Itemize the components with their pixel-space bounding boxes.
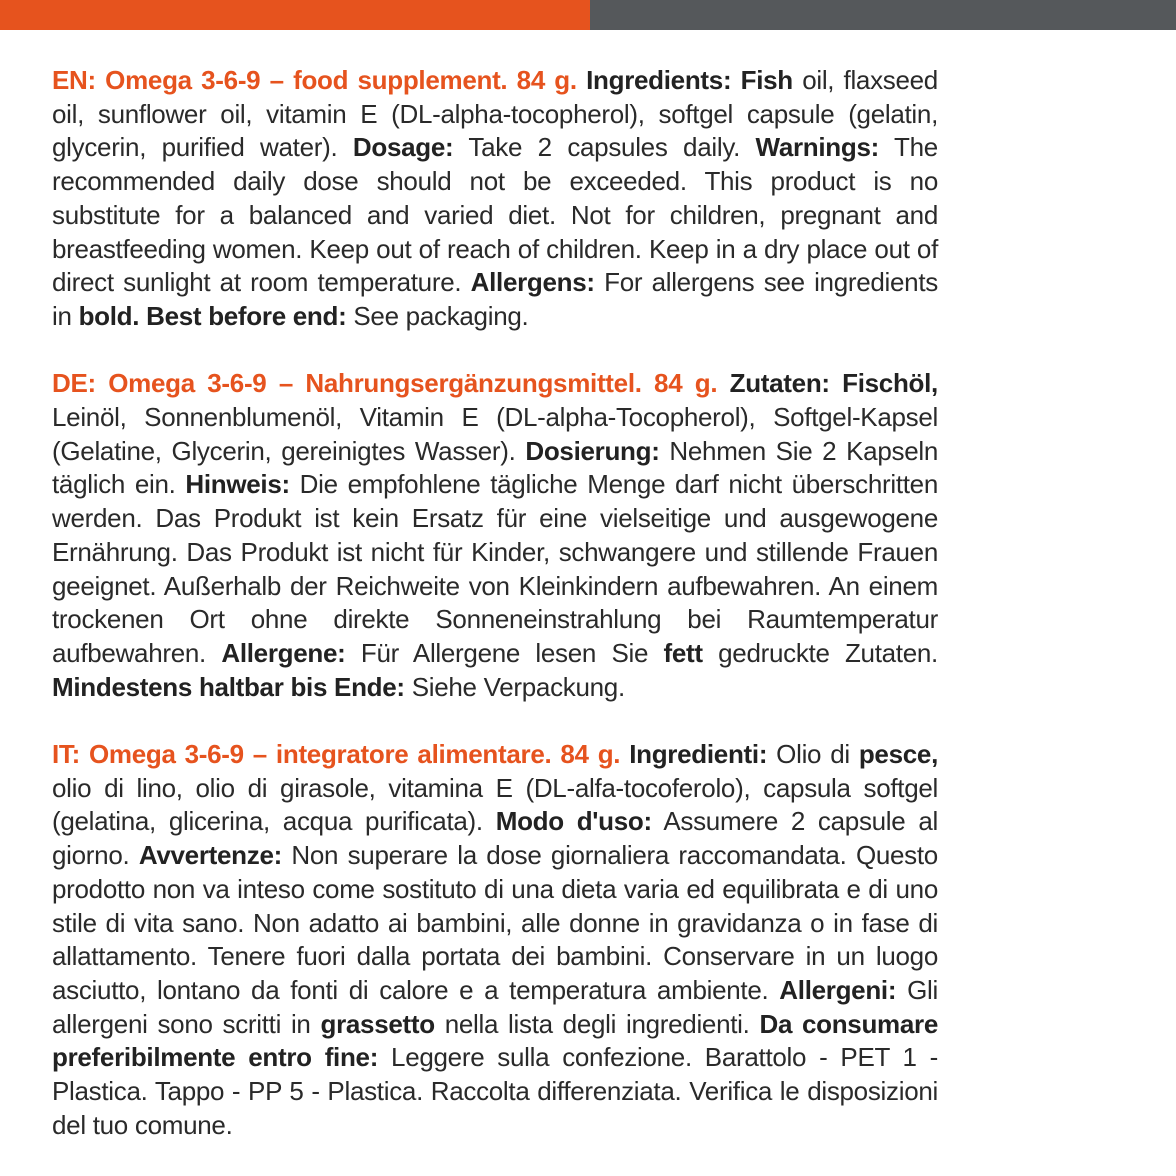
allergens-text-en: For allergens see ingredients in [52, 267, 938, 331]
warnings-label-en: Warnings: [755, 132, 879, 163]
dosage-text-en: Take 2 capsules daily. [468, 132, 741, 163]
allergen-fish-it: pesce, [858, 739, 938, 770]
warnings-label-de: Hinweis: [185, 469, 290, 500]
dosage-label-it: Modo d'uso: [495, 806, 652, 837]
allergens-label-it: Allergeni: [779, 974, 897, 1005]
warnings-text-en: The recommended daily dose should not be exceeded. This product is no substitute for a balanced and varied diet. Not for children, pregnant and breastfeeding women. Keep out of reach of children. Keep in a dry place out of direct sunlight at room temperature. [52, 132, 938, 298]
allergens-text-after-it: nella lista degli ingredienti. [444, 1008, 750, 1039]
ingredients-text-it: olio di lino, olio di girasole, vitamina E (DL-alfa-tocoferolo), capsula softgel (gelatina, glicerina, acqua purificata). [52, 772, 938, 837]
paragraph-en [52, 64, 938, 334]
ingredients-pre-it: Olio di [776, 739, 850, 770]
heading-en: EN: Omega 3-6-9 – food supplement. 84 g. [52, 65, 577, 95]
dosage-text-it: Assumere 2 capsule al giorno. [52, 806, 938, 871]
allergens-text-de: Für Allergene lesen Sie [360, 637, 649, 668]
best-before-text-it: Leggere sulla confezione. Barattolo - PET 1 - Plastica. Tappo - PP 5 - Plastica. Raccolta differenziata. Verifica le disposizioni del tuo comune. [52, 1042, 938, 1140]
dosage-text-de: Nehmen Sie 2 Kapseln täglich ein. [52, 435, 938, 500]
best-before-text-en: See packaging. [353, 300, 529, 331]
warnings-text-de: Die empfohlene tägliche Menge darf nicht überschritten werden. Das Produkt ist kein Ersatz für eine vielseitige und ausgewogene Ernährung. Das Produkt ist nicht für Kinder, schwangere und stillende Frauen geeignet. Außerhalb der Reichweite von Kleinkindern aufbewahren. An einem trockenen Ort ohne direkte Sonneneinstrahlung bei Raumtemperatur aufbewahren. [52, 469, 938, 668]
ingredients-label-en: Ingredients: [586, 65, 732, 95]
ingredients-label-it: Ingredienti: [629, 739, 768, 770]
warnings-text-it: Non superare la dose giornaliera raccomandata. Questo prodotto non va inteso come sostituto di una dieta varia ed equilibrata e di uno stile di vita sano. Non adatto ai bambini, alle donne in gravidanza o in fase di allattamento. Tenere fuori dalla portata dei bambini. Conservare in un luogo asciutto, lontano da fonti di calore e a temperatura ambiente. [52, 840, 938, 1005]
paragraph-de [52, 367, 938, 704]
heading-it: IT: Omega 3-6-9 – integratore alimentare. 84 g. [52, 739, 621, 770]
top-bar-orange-segment [0, 0, 590, 30]
dosage-label-de: Dosierung: [525, 435, 660, 466]
heading-de: DE: Omega 3-6-9 – Nahrungsergänzungsmittel. 84 g. [52, 368, 718, 399]
ingredients-text-de: Leinöl, Sonnenblumenöl, Vitamin E (DL-alpha-Tocopherol), Softgel-Kapsel (Gelatine, Glycerin, gereinigtes Wasser). [52, 402, 938, 466]
ingredients-label-de: Zutaten: [729, 368, 830, 399]
best-before-text-de: Siehe Verpackung. [411, 671, 625, 702]
label-text-block [52, 64, 938, 1142]
bold-word-it: grassetto [320, 1008, 435, 1039]
bold-word-en: bold. [78, 300, 140, 331]
allergens-label-en: Allergens: [470, 267, 595, 298]
allergen-fish-de: Fischöl, [842, 368, 938, 399]
allergens-text-after-de: gedruckte Zutaten. [718, 637, 938, 668]
allergen-fish-en: Fish [740, 65, 793, 95]
paragraph-it [52, 738, 938, 1142]
top-color-bar [0, 0, 1176, 30]
dosage-label-en: Dosage: [352, 132, 454, 163]
allergens-label-de: Allergene: [221, 637, 346, 668]
top-bar-gray-segment [590, 0, 1176, 30]
best-before-label-en: Best before end: [146, 300, 347, 331]
bold-word-de: fett [663, 637, 703, 668]
allergens-text-it: Gli allergeni sono scritti in [52, 974, 938, 1039]
warnings-label-it: Avvertenze: [138, 840, 282, 871]
best-before-label-de: Mindestens haltbar bis Ende: [52, 671, 405, 702]
best-before-label-it: Da consumare preferibilmente entro fine: [52, 1008, 939, 1073]
ingredients-text-en: oil, flaxseed oil, sunflower oil, vitamin E (DL-alpha-tocopherol), softgel capsule (gelatin, glycerin, purified water). [52, 65, 938, 163]
